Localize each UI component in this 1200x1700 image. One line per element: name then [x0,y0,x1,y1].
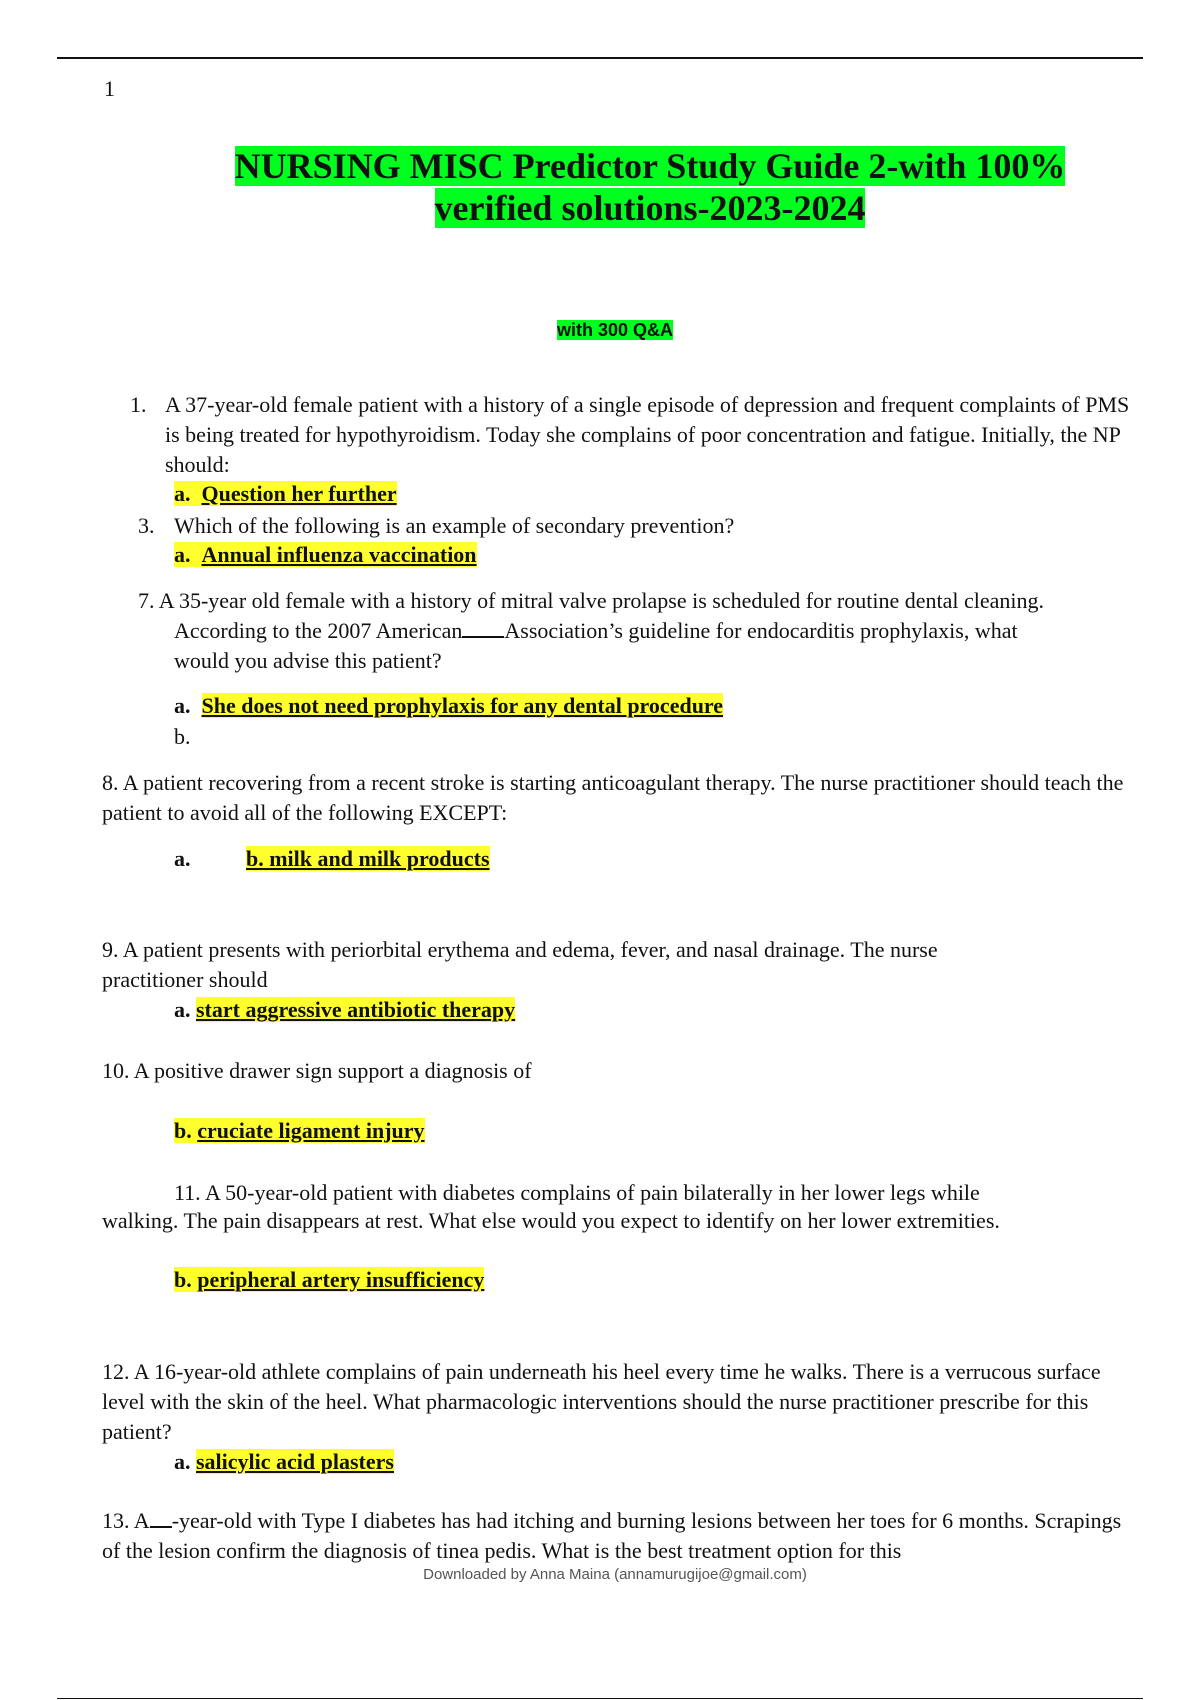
q13-text-a: 13. A [102,1508,150,1533]
q7-text-a: 7. A 35-year old female with a history of mitral valve prolapse is scheduled for routine dental cleaning. According to the 2007 American [138,588,1045,643]
q12-answer-text: salicylic acid plasters [196,1449,394,1474]
subtitle-text: with 300 Q&A [556,320,674,340]
q7-answer-text: She does not need prophylaxis for any dental procedure [201,693,724,718]
q7-text [138,586,1074,676]
q9-answer-letter: a. [174,997,191,1022]
title-line-1: NURSING MISC Predictor Study Guide 2-with 100% [234,146,1066,186]
q11-text-rest: walking. The pain disappears at rest. What else would you expect to identify on her lower extremities. [102,1208,1000,1233]
top-rule [57,57,1143,59]
q13-blank [150,1508,172,1528]
q10-text: 10. A positive drawer sign support a diagnosis of [102,1058,532,1083]
q10-answer-letter: b. [174,1118,192,1143]
q3-text: Which of the following is an example of secondary prevention? [174,513,735,538]
q1-number: 1. [130,392,147,417]
page-number: 1 [104,76,115,101]
q1-answer-text: Question her further [201,481,397,506]
download-footer: Downloaded by Anna Maina (annamurugijoe@gmail.com) [423,1566,807,1583]
q9-answer-text: start aggressive antibiotic therapy [196,997,516,1022]
q11-answer [174,1266,484,1294]
q3-answer [174,541,477,569]
q8-answer-text: b. milk and milk products [246,846,490,871]
q7-text-b: Association’s guideline for endocarditis prophylaxis, what would you advise this patient? [174,618,1018,673]
q11-answer-letter: b. [174,1267,192,1292]
q8-answer [246,845,490,873]
q11-text-first: 11. A 50-year-old patient with diabetes complains of pain bilaterally in her lower legs while [174,1180,980,1205]
subtitle [0,320,1200,341]
q10-answer-text: cruciate ligament injury [197,1118,425,1143]
q11-answer-text: peripheral artery insufficiency [197,1267,485,1292]
q7-answer [174,692,723,720]
q8-answer-letter: a. [174,846,191,871]
q1-answer [174,480,397,508]
q9-text: 9. A patient presents with periorbital erythema and edema, fever, and nasal drainage. The nurse practitioner should [102,937,938,992]
title-line-2: verified solutions-2023-2024 [434,188,866,228]
bottom-rule [57,1698,1143,1699]
q3-answer-letter: a. [174,542,191,567]
q7-answer-letter: a. [174,693,191,718]
q10-answer [174,1117,425,1145]
q13-text-b: -year-old with Type I diabetes has had itching and burning lesions between her toes for 6 months. Scrapings of the lesion confirm the diagnosis of tinea pedis. What is the best treatment option for this [102,1508,1122,1563]
q3-number: 3. [138,513,155,538]
q13-text [102,1506,1142,1566]
q12-text: 12. A 16-year-old athlete complains of pain underneath his heel every time he walks. There is a verrucous surface level with the skin of the heel. What pharmacologic interventions should the nurse practitioner prescribe for this patient? [102,1359,1101,1444]
q3-answer-text: Annual influenza vaccination [201,542,477,567]
q8-text: 8. A patient recovering from a recent stroke is starting anticoagulant therapy. The nurse practitioner should teach the patient to avoid all of the following EXCEPT: [102,770,1124,825]
q9-answer [174,996,515,1024]
document-title [150,145,1150,229]
q12-answer-letter: a. [174,1449,191,1474]
q1-text: A 37-year-old female patient with a history of a single episode of depression and frequent complaints of PMS is being treated for hypothyroidism. Today she complains of poor concentration and fatigue. Initially, the NP should: [165,392,1130,477]
q7-option-b: b. [174,724,191,749]
q1-answer-letter: a. [174,481,191,506]
q12-answer [174,1448,394,1476]
q7-blank [462,618,504,638]
